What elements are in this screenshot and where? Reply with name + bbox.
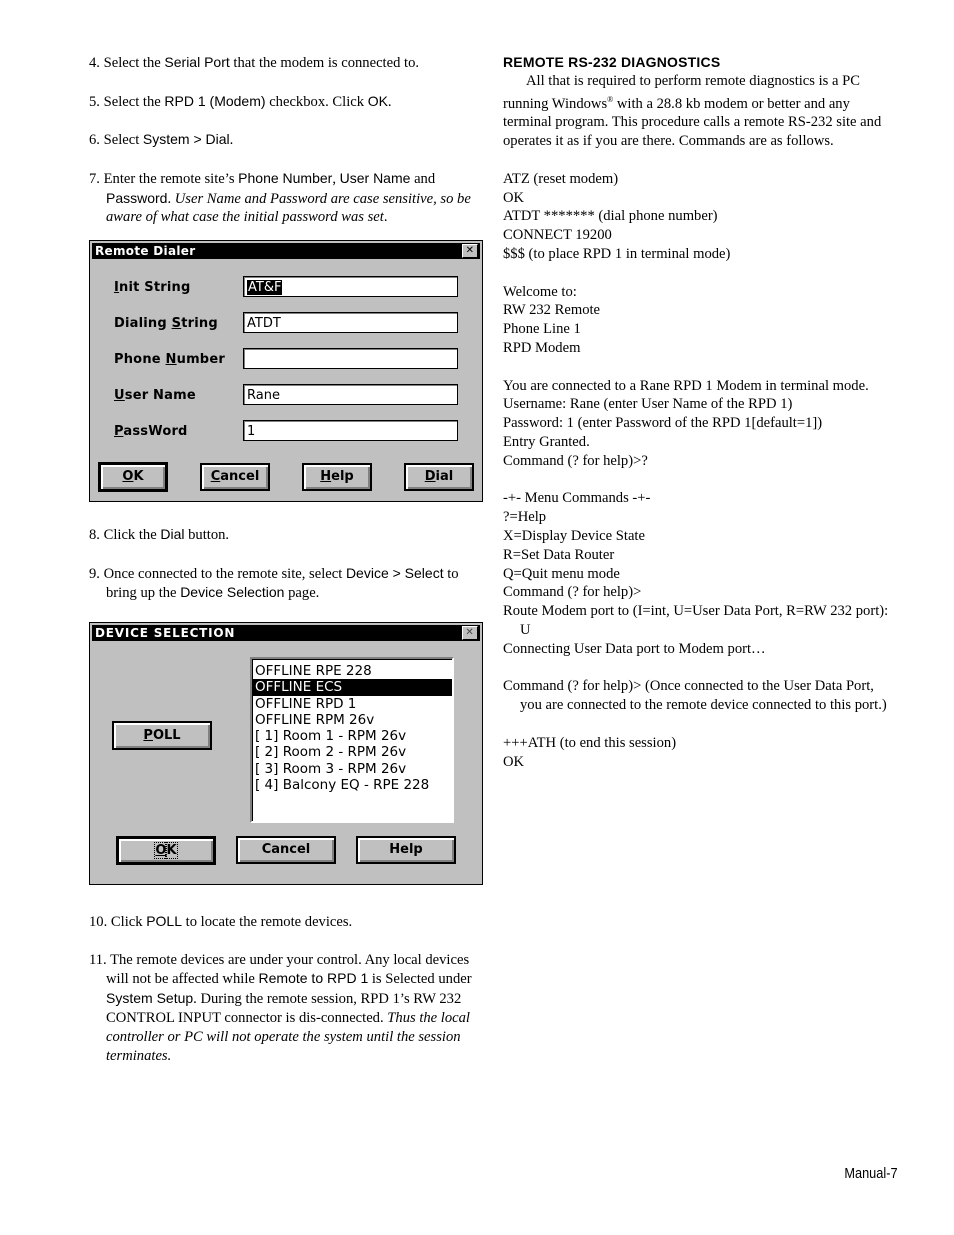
close-icon[interactable]: ✕ <box>462 626 478 640</box>
password-label: PassWord <box>114 424 188 439</box>
command-block-4: -+- Menu Commands -+- ?=Help X=Display Device State R=Set Data Router Q=Quit menu mode Command (? for help)> Route Modem port to (I=int, U=User Data Port, R=RW 232 port): U Connecting User Data port to Modem port… <box>503 490 889 657</box>
step-6: 6. Select System > Dial. <box>89 131 234 149</box>
section-heading: REMOTE RS-232 DIAGNOSTICS <box>503 54 721 70</box>
device-list[interactable] <box>250 657 454 823</box>
list-item[interactable]: [ 1] Room 1 - RPM 26v <box>255 728 407 745</box>
help-button[interactable]: Help <box>356 836 456 864</box>
dialing-string-label: Dialing String <box>114 316 218 331</box>
step-11: 11. The remote devices are under your control. Any local devices will not be affected while Remote to RPD 1 is Selected under System Setup. During the remote session, RPD 1’s RW 232 CONTROL INPUT connector is dis-connected. Thus the local controller or PC will not operate the system until the session terminates. <box>89 951 472 1064</box>
right-column <box>503 53 898 771</box>
step-8: 8. Click the Dial button. <box>89 526 230 543</box>
command-block-6: +++ATH (to end this session) OK <box>503 734 677 770</box>
ok-button[interactable]: OK <box>116 836 216 865</box>
device-selection-titlebar <box>92 625 480 641</box>
ok-button[interactable]: OK <box>98 462 168 492</box>
list-item[interactable]: OFFLINE RPM 26v <box>255 711 375 728</box>
remote-dialer-titlebar <box>92 243 480 259</box>
command-block-2: Welcome to: RW 232 Remote Phone Line 1 RPD Modem <box>503 283 601 357</box>
phone-number-input[interactable] <box>243 348 458 369</box>
page-number: Manual-7 <box>844 1165 898 1182</box>
list-item[interactable]: OFFLINE RPD 1 <box>255 695 357 712</box>
step-5: 5. Select the RPD 1 (Modem) checkbox. Click OK. <box>89 92 392 110</box>
list-item[interactable]: [ 3] Room 3 - RPM 26v <box>255 760 407 777</box>
poll-button[interactable]: POLL <box>112 721 212 750</box>
list-item-selected[interactable]: OFFLINE ECS <box>252 679 452 695</box>
password-input[interactable]: 1 <box>243 420 458 441</box>
device-selection-dialog <box>89 622 483 885</box>
step-9: 9. Once connected to the remote site, select Device > Select to bring up the Device Selection page. <box>89 564 459 602</box>
phone-number-label: Phone Number <box>114 352 225 367</box>
remote-dialer-dialog <box>89 240 483 502</box>
cancel-button[interactable]: Cancel <box>236 836 336 864</box>
dial-button[interactable]: Dial <box>404 463 474 491</box>
left-column-middle <box>89 525 485 603</box>
cancel-button[interactable]: Cancel <box>200 463 270 491</box>
device-selection-title: DEVICE SELECTION <box>95 626 236 640</box>
intro-paragraph: All that is required to perform remote diagnostics is a PC running Windows® with a 28.8 kb modem or better and any terminal program. This procedure calls a remote RS-232 site and operates it as if you are there. Commands are as follows. <box>503 73 882 150</box>
list-item[interactable]: [ 2] Room 2 - RPM 26v <box>255 744 407 761</box>
left-column <box>89 53 485 227</box>
step-4: 4. Select the Serial Port that the modem is connected to. <box>89 54 420 71</box>
help-button[interactable]: Help <box>302 463 372 491</box>
left-column-bottom <box>89 912 485 1065</box>
step-7: 7. Enter the remote site’s Phone Number, User Name and Password. User Name and Password are case sensitive, so be aware of what case the initial password was set. <box>89 169 471 226</box>
command-block-5: Command (? for help)> (Once connected to the User Data Port, you are connected to the remote device connected to this port.) <box>503 678 887 714</box>
init-string-label: Init String <box>114 280 191 295</box>
dialing-string-input[interactable]: ATDT <box>243 312 458 333</box>
list-item[interactable]: [ 4] Balcony EQ - RPE 228 <box>255 777 430 794</box>
command-block-3: You are connected to a Rane RPD 1 Modem in terminal mode. Username: Rane (enter User Name of the RPD 1) Password: 1 (enter Password of the RPD 1[default=1]) Entry Granted. Command (? for help)>? <box>503 377 869 469</box>
user-name-input[interactable]: Rane <box>243 384 458 405</box>
command-block-1: ATZ (reset modem) OK ATDT ******* (dial phone number) CONNECT 19200 $$$ (to place RPD 1 in terminal mode) <box>503 170 731 263</box>
close-icon[interactable]: ✕ <box>462 244 478 258</box>
init-string-input[interactable]: AT&F <box>243 276 458 297</box>
remote-dialer-title: Remote Dialer <box>95 244 196 258</box>
list-item[interactable]: OFFLINE RPE 228 <box>255 663 372 679</box>
user-name-label: User Name <box>114 388 196 403</box>
step-10: 10. Click POLL to locate the remote devices. <box>89 913 353 930</box>
